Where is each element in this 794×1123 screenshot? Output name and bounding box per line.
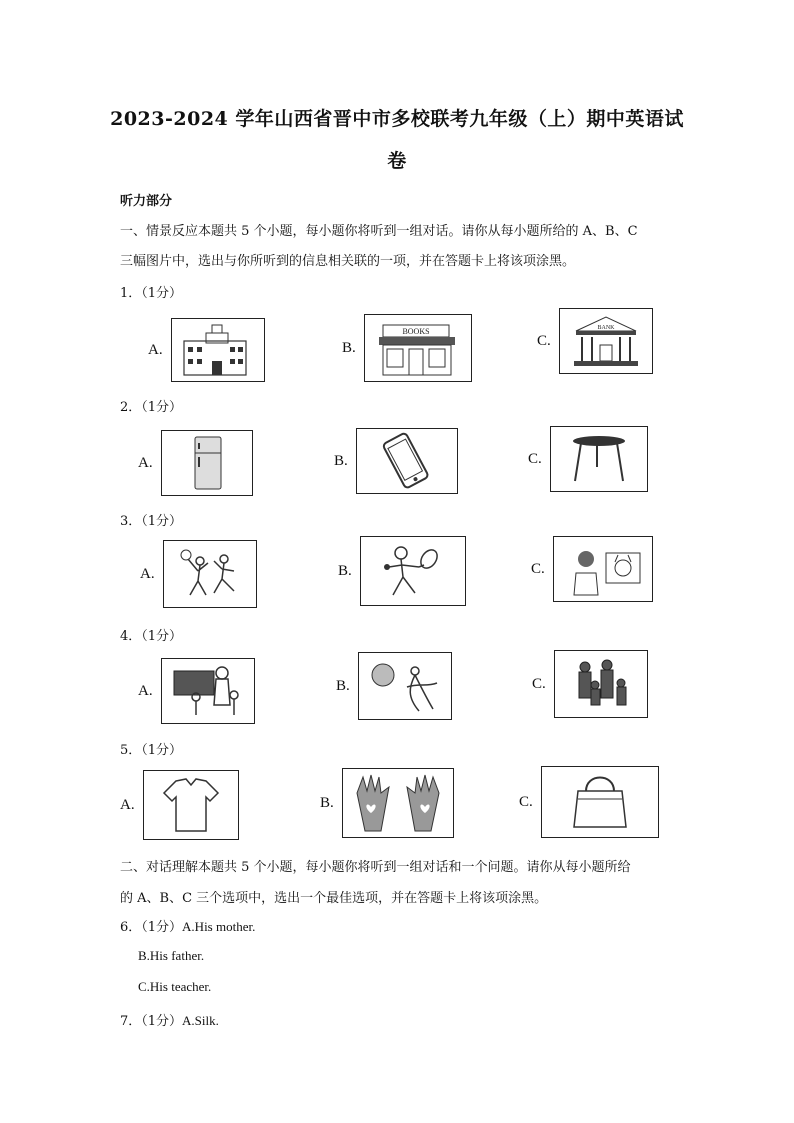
question-number: 7．（1分） (120, 1014, 183, 1029)
image-box (143, 770, 239, 840)
question-number: 5．（1分） (120, 743, 183, 758)
image-box (364, 314, 472, 382)
tennis-player-icon (361, 537, 465, 605)
gloves-icon (343, 769, 453, 837)
image-box (356, 428, 458, 494)
option-label: B. (320, 794, 334, 811)
school-building-icon (172, 319, 264, 381)
boy-with-dog-picture-icon (554, 537, 652, 601)
page-title-line2: 卷 (387, 150, 407, 172)
option-b (338, 536, 466, 606)
option-label: C. (531, 560, 545, 577)
image-box (553, 536, 653, 602)
image-box (163, 540, 257, 608)
option-c (519, 766, 659, 838)
refrigerator-icon (162, 431, 252, 495)
option-label: B. (338, 562, 352, 579)
option-a (120, 770, 239, 840)
image-box (541, 766, 659, 838)
option-label: C. (528, 450, 542, 467)
option-label: B. (336, 677, 350, 694)
question-number: 4．（1分） (120, 629, 183, 644)
option-c (537, 308, 653, 374)
question-7 (120, 1010, 219, 1029)
option-b (334, 428, 458, 494)
option-b (336, 652, 452, 720)
section1-instruction-line1: 一、情景反应本题共 5 个小题，每小题你将听到一组对话。请你从每小题所给的 A、B、C (120, 224, 638, 239)
section1-instruction-line2: 三幅图片中，选出与你所听到的信息相关联的一项，并在答题卡上将该项涂黑。 (120, 254, 576, 269)
option-c (532, 650, 648, 718)
image-box (358, 652, 452, 720)
family-group-icon (555, 651, 647, 717)
image-box (559, 308, 653, 374)
question-6 (120, 916, 255, 935)
image-box (342, 768, 454, 838)
bank-icon (560, 309, 652, 373)
option-a-text: A.Silk. (182, 1013, 219, 1028)
option-b (342, 314, 472, 382)
question-number: 1．（1分） (120, 286, 183, 301)
option-label: A. (138, 454, 153, 471)
option-c (528, 426, 648, 492)
option-a (148, 318, 265, 382)
image-box (161, 430, 253, 496)
section2-instruction-line1: 二、对话理解本题共 5 个小题，每小题你将听到一组对话和一个问题。请你从每小题所给 (120, 860, 631, 875)
section2-instruction-line2: 的 A、B、C 三个选项中，选出一个最佳选项，并在答题卡上将该项涂黑。 (120, 891, 548, 906)
option-b (320, 768, 454, 838)
option-label: C. (532, 675, 546, 692)
option-a (140, 540, 257, 608)
option-a (138, 658, 255, 724)
option-a-text: A.His mother. (182, 919, 256, 934)
image-box (171, 318, 265, 382)
option-a (138, 430, 253, 496)
question-number: 3．（1分） (120, 514, 183, 529)
t-shirt-icon (144, 771, 238, 839)
option-label: A. (120, 796, 135, 813)
question-number: 2．（1分） (120, 400, 183, 415)
option-label: A. (138, 682, 153, 699)
part-label: 听力部分 (120, 194, 173, 209)
bank-sign-text: BANK (597, 325, 615, 331)
option-c-text: C.His teacher. (138, 979, 212, 994)
option-label: B. (334, 452, 348, 469)
bookstore-sign-text: BOOKS (402, 327, 430, 336)
option-label: B. (342, 339, 356, 356)
image-box (360, 536, 466, 606)
option-label: A. (148, 341, 163, 358)
moon-goddess-icon (359, 653, 451, 719)
smartphone-icon (357, 429, 457, 493)
page-title-line1: 2023-2024 学年山西省晋中市多校联考九年级（上）期中英语试 (110, 108, 684, 130)
option-label: A. (140, 565, 155, 582)
image-box (550, 426, 648, 492)
image-box (161, 658, 255, 724)
image-box (554, 650, 648, 718)
handbag-icon (542, 767, 658, 837)
bookstore-icon (365, 315, 471, 381)
option-b-text: B.His father. (138, 948, 205, 963)
teacher-children-icon (162, 659, 254, 723)
option-label: C. (519, 793, 533, 810)
volleyball-players-icon (164, 541, 256, 607)
option-label: C. (537, 332, 551, 349)
option-c (531, 536, 653, 602)
question-number: 6．（1分） (120, 920, 183, 935)
table-icon (551, 427, 647, 491)
